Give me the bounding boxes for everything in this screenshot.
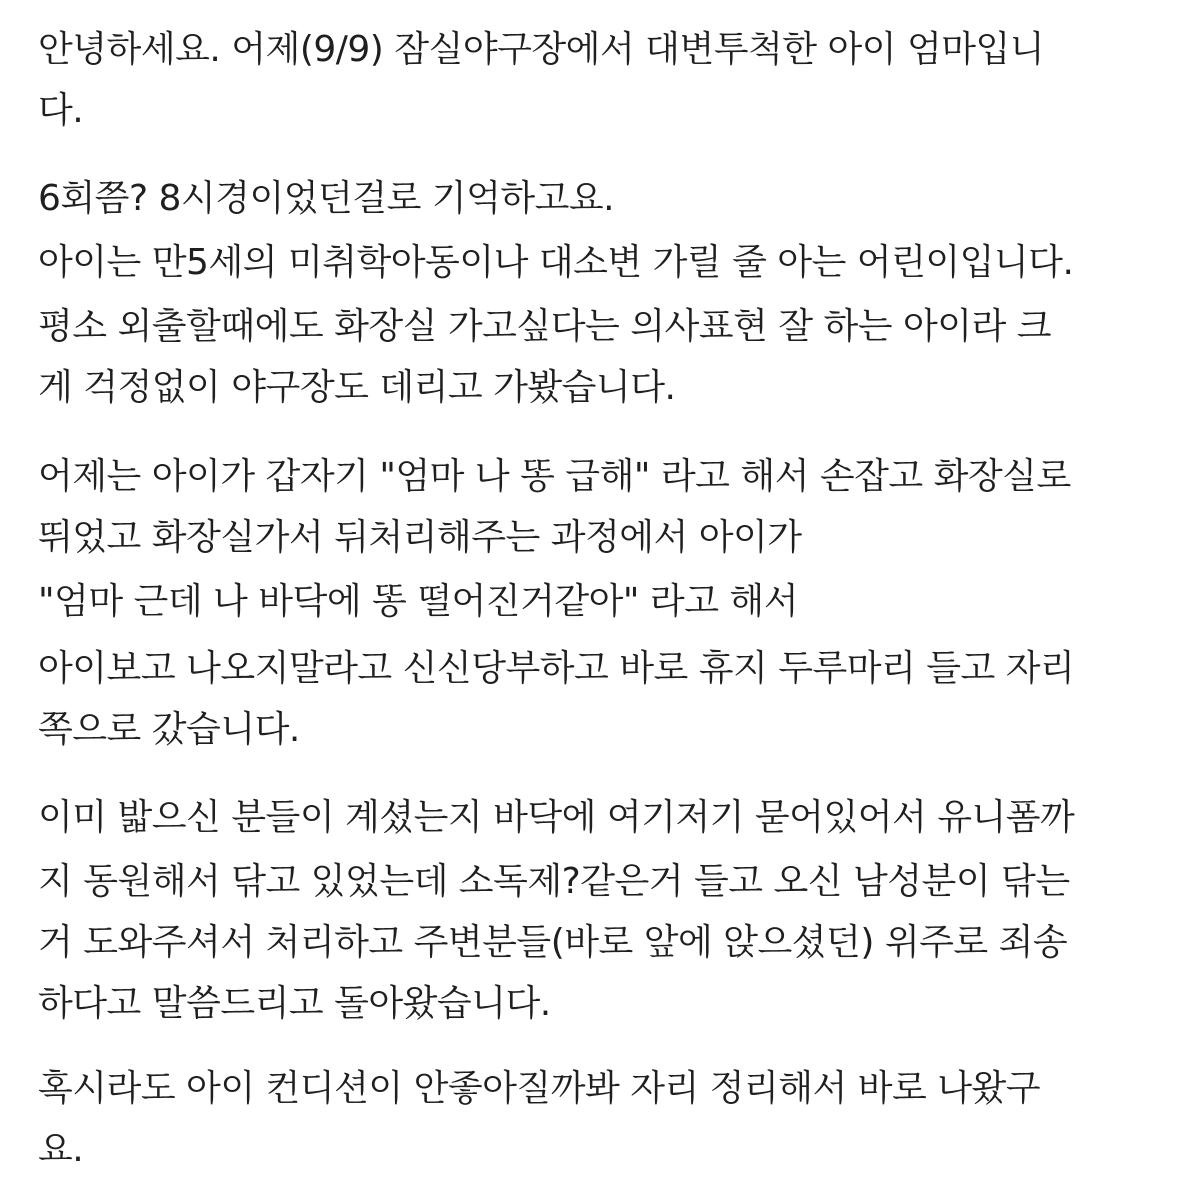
text-line: 요. xyxy=(38,1129,84,1170)
text-line: 뛰었고 화장실가서 뒤처리해주는 과정에서 아이가 xyxy=(38,517,802,558)
text-line: 아이는 만5세의 미취학아동이나 대소변 가릴 줄 아는 어린이입니다. xyxy=(38,242,1074,283)
text-line: 아이보고 나오지말라고 신신당부하고 바로 휴지 두루마리 들고 자리 xyxy=(38,648,1075,689)
text-line: 쪽으로 갔습니다. xyxy=(38,709,300,750)
text-line: 거 도와주셔서 처리하고 주변분들(바로 앞에 앉으셨던) 위주로 죄송 xyxy=(38,922,1068,963)
text-line: 다. xyxy=(38,90,84,131)
text-line: 게 걱정없이 야구장도 데리고 가봤습니다. xyxy=(38,367,676,408)
text-line: "엄마 근데 나 바닥에 똥 떨어진거같아" 라고 해서 xyxy=(38,581,798,622)
text-line: 어제는 아이가 갑자기 "엄마 나 똥 급해" 라고 해서 손잡고 화장실로 xyxy=(38,456,1071,497)
text-line: 이미 밟으신 분들이 계셨는지 바닥에 여기저기 묻어있어서 유니폼까 xyxy=(38,797,1075,838)
text-line: 평소 외출할때에도 화장실 가고싶다는 의사표현 잘 하는 아이라 크 xyxy=(38,306,1051,347)
text-line: 6회쯤? 8시경이었던걸로 기억하고요. xyxy=(38,178,615,219)
text-line: 지 동원해서 닦고 있었는데 소독제?같은거 들고 오신 남성분이 닦는 xyxy=(38,861,1070,902)
text-line: 하다고 말씀드리고 돌아왔습니다. xyxy=(38,983,551,1024)
text-line: 안녕하세요. 어제(9/9) 잠실야구장에서 대변투척한 아이 엄마입니 xyxy=(38,29,1045,70)
text-line: 혹시라도 아이 컨디션이 안좋아질까봐 자리 정리해서 바로 나왔구 xyxy=(38,1068,1041,1109)
